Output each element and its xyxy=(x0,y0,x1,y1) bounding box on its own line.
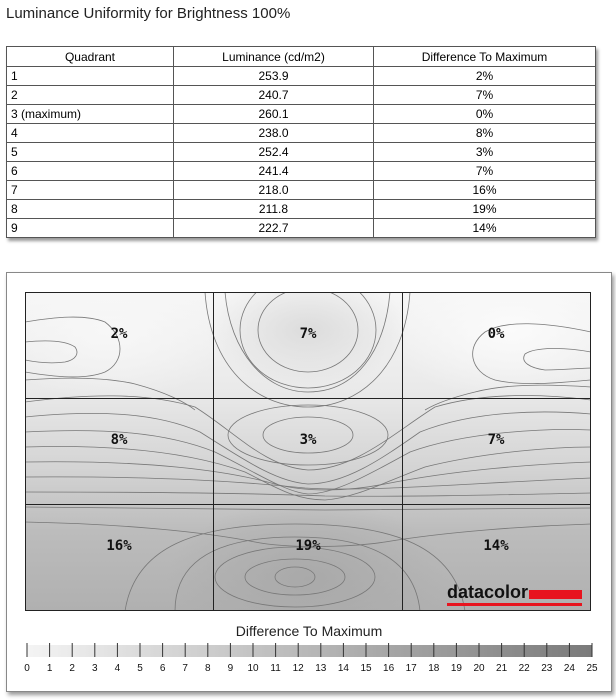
luminance-table-container xyxy=(6,46,596,238)
datacolor-logo xyxy=(447,582,582,606)
quadrant-3-label: 0% xyxy=(487,326,505,342)
difference-cell: 7% xyxy=(374,86,596,105)
quadrant-2-label: 7% xyxy=(299,326,317,342)
quadrant-cell: 6 xyxy=(7,162,174,181)
scale-tick-label: 11 xyxy=(270,663,281,674)
table-row xyxy=(7,105,596,124)
scale-tick-label: 0 xyxy=(24,663,30,674)
difference-cell: 2% xyxy=(374,67,596,86)
page-title: Luminance Uniformity for Brightness 100% xyxy=(6,5,291,22)
scale-tick-label: 1 xyxy=(46,663,53,674)
table-row xyxy=(7,181,596,200)
luminance-cell: 240.7 xyxy=(174,86,374,105)
scale-tick-label: 7 xyxy=(182,663,188,674)
difference-cell: 8% xyxy=(374,124,596,143)
luminance-table xyxy=(6,46,596,238)
scale-gradient-bar xyxy=(27,645,592,657)
quadrant-9-label: 14% xyxy=(483,538,509,554)
scale-tick-label: 14 xyxy=(337,663,349,674)
scale-tick-label: 24 xyxy=(563,663,575,674)
difference-cell: 3% xyxy=(374,143,596,162)
luminance-cell: 253.9 xyxy=(174,67,374,86)
table-row xyxy=(7,162,596,181)
table-row xyxy=(7,67,596,86)
scale-tick-label: 21 xyxy=(496,663,508,674)
scale-tick-label: 15 xyxy=(360,663,372,674)
difference-cell: 19% xyxy=(374,200,596,219)
uniformity-chart xyxy=(6,272,612,692)
scale-tick-label: 23 xyxy=(541,663,553,674)
scale-tick-label: 3 xyxy=(92,663,98,674)
scale-tick-label: 18 xyxy=(428,663,440,674)
quadrant-5-label: 3% xyxy=(299,432,317,448)
scale-tick-label: 2 xyxy=(69,663,75,674)
difference-cell: 7% xyxy=(374,162,596,181)
quadrant-8-label: 19% xyxy=(295,538,321,554)
table-row xyxy=(7,200,596,219)
quadrant-cell: 3 (maximum) xyxy=(7,105,174,124)
scale-tick-label: 13 xyxy=(315,663,327,674)
difference-cell: 14% xyxy=(374,219,596,238)
quadrant-6-label: 7% xyxy=(487,432,505,448)
scale-tick-label: 10 xyxy=(247,663,259,674)
column-header-quadrant: Quadrant xyxy=(7,47,174,67)
column-header-difference: Difference To Maximum xyxy=(374,47,596,67)
quadrant-7-label: 16% xyxy=(106,538,132,554)
difference-scale xyxy=(15,639,603,679)
uniformity-heatmap xyxy=(25,292,591,611)
quadrant-4-label: 8% xyxy=(110,432,128,448)
table-row xyxy=(7,219,596,238)
difference-cell: 16% xyxy=(374,181,596,200)
scale-title: Difference To Maximum xyxy=(235,623,383,639)
scale-tick-label: 12 xyxy=(292,663,304,674)
logo-text: datacolor xyxy=(447,582,529,602)
scale-tick-label: 8 xyxy=(205,663,211,674)
luminance-cell: 238.0 xyxy=(174,124,374,143)
luminance-cell: 211.8 xyxy=(174,200,374,219)
luminance-cell: 241.4 xyxy=(174,162,374,181)
quadrant-cell: 1 xyxy=(7,67,174,86)
scale-tick-label: 20 xyxy=(473,663,485,674)
quadrant-cell: 9 xyxy=(7,219,174,238)
table-header-row xyxy=(7,47,596,67)
difference-cell: 0% xyxy=(374,105,596,124)
quadrant-cell: 5 xyxy=(7,143,174,162)
scale-tick-label: 4 xyxy=(114,663,121,674)
scale-tick-label: 5 xyxy=(137,663,143,674)
luminance-cell: 218.0 xyxy=(174,181,374,200)
scale-tick-label: 9 xyxy=(227,663,234,674)
scale-tick-label: 17 xyxy=(405,663,417,674)
scale-tick-label: 6 xyxy=(159,663,166,674)
luminance-cell: 260.1 xyxy=(174,105,374,124)
quadrant-cell: 7 xyxy=(7,181,174,200)
table-row xyxy=(7,86,596,105)
luminance-cell: 222.7 xyxy=(174,219,374,238)
quadrant-cell: 8 xyxy=(7,200,174,219)
scale-tick-label: 22 xyxy=(518,663,530,674)
scale-tick-label: 16 xyxy=(383,663,395,674)
table-row xyxy=(7,124,596,143)
column-header-luminance: Luminance (cd/m2) xyxy=(174,47,374,67)
scale-tick-label: 19 xyxy=(450,663,462,674)
logo-underline xyxy=(447,603,582,606)
logo-accent-bar xyxy=(529,590,582,599)
table-row xyxy=(7,143,596,162)
quadrant-cell: 4 xyxy=(7,124,174,143)
luminance-cell: 252.4 xyxy=(174,143,374,162)
scale-tick-label: 25 xyxy=(586,663,598,674)
quadrant-cell: 2 xyxy=(7,86,174,105)
quadrant-1-label: 2% xyxy=(110,326,128,342)
